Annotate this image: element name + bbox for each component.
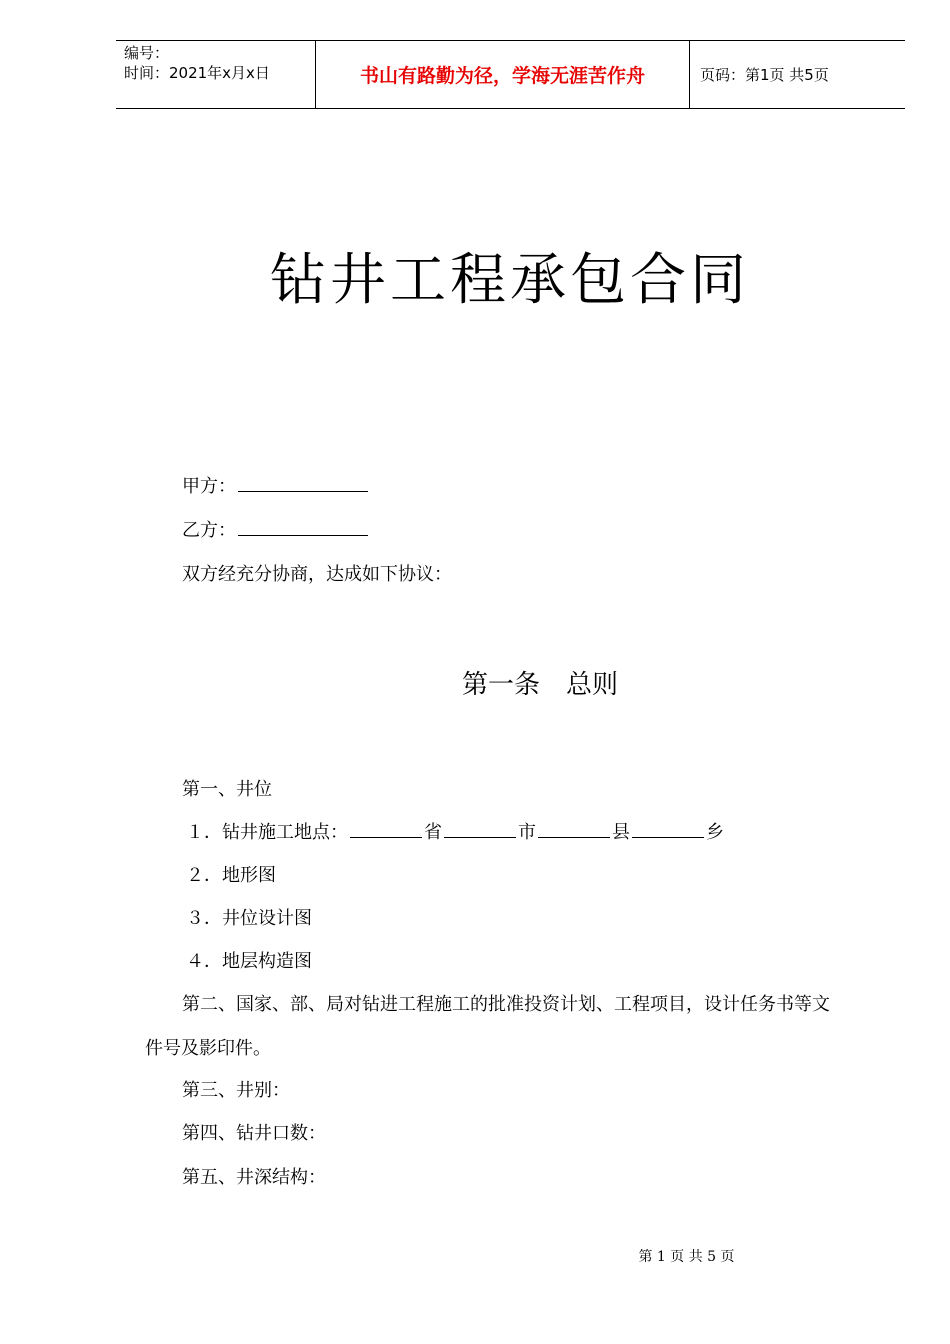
third-item: 第三、井别： [182, 1080, 290, 1101]
province-label: 省 [424, 822, 442, 843]
strata-map-item: ４．地层构造图 [186, 951, 312, 972]
header-motto: 书山有路勤为径，学海无涯苦作舟 [316, 41, 690, 108]
township-label: 乡 [706, 822, 724, 843]
fifth-item: 第五、井深结构： [182, 1167, 326, 1188]
fourth-item: 第四、钻井口数： [182, 1123, 326, 1144]
site-line [186, 818, 724, 844]
well-design-map-item: ３．井位设计图 [186, 908, 312, 929]
county-blank [538, 819, 610, 838]
county-label: 县 [612, 822, 630, 843]
section-title: 第一条 总则 [461, 670, 618, 700]
time-label: 时间：2021年x月x日 [124, 64, 270, 82]
party-b-blank [238, 517, 368, 536]
header-page-label: 页码：第1页 共5页 [700, 66, 829, 84]
party-a-line [182, 472, 370, 498]
header-meta [116, 41, 316, 108]
page-header [116, 40, 905, 109]
second-item-line2: 件号及影印件。 [145, 1038, 271, 1059]
page-footer: 第 1 页 共 5 页 [638, 1249, 735, 1265]
second-item-line1: 第二、国家、部、局对钻进工程施工的批准投资计划、工程项目，设计任务书等文 [182, 994, 830, 1015]
city-blank [444, 819, 516, 838]
township-blank [632, 819, 704, 838]
party-b-line [182, 516, 370, 542]
topographic-map-item: ２．地形图 [186, 865, 276, 886]
document-title: 钻井工程承包合同 [270, 248, 750, 313]
well-position: 第一、井位 [182, 779, 272, 800]
site-prefix: １．钻井施工地点： [186, 822, 348, 843]
party-a-blank [238, 473, 368, 492]
agreement-text: 双方经充分协商，达成如下协议： [182, 564, 452, 585]
number-label: 编号： [124, 44, 170, 62]
city-label: 市 [518, 822, 536, 843]
party-a-label: 甲方： [182, 476, 236, 497]
province-blank [350, 819, 422, 838]
party-b-label: 乙方： [182, 520, 236, 541]
